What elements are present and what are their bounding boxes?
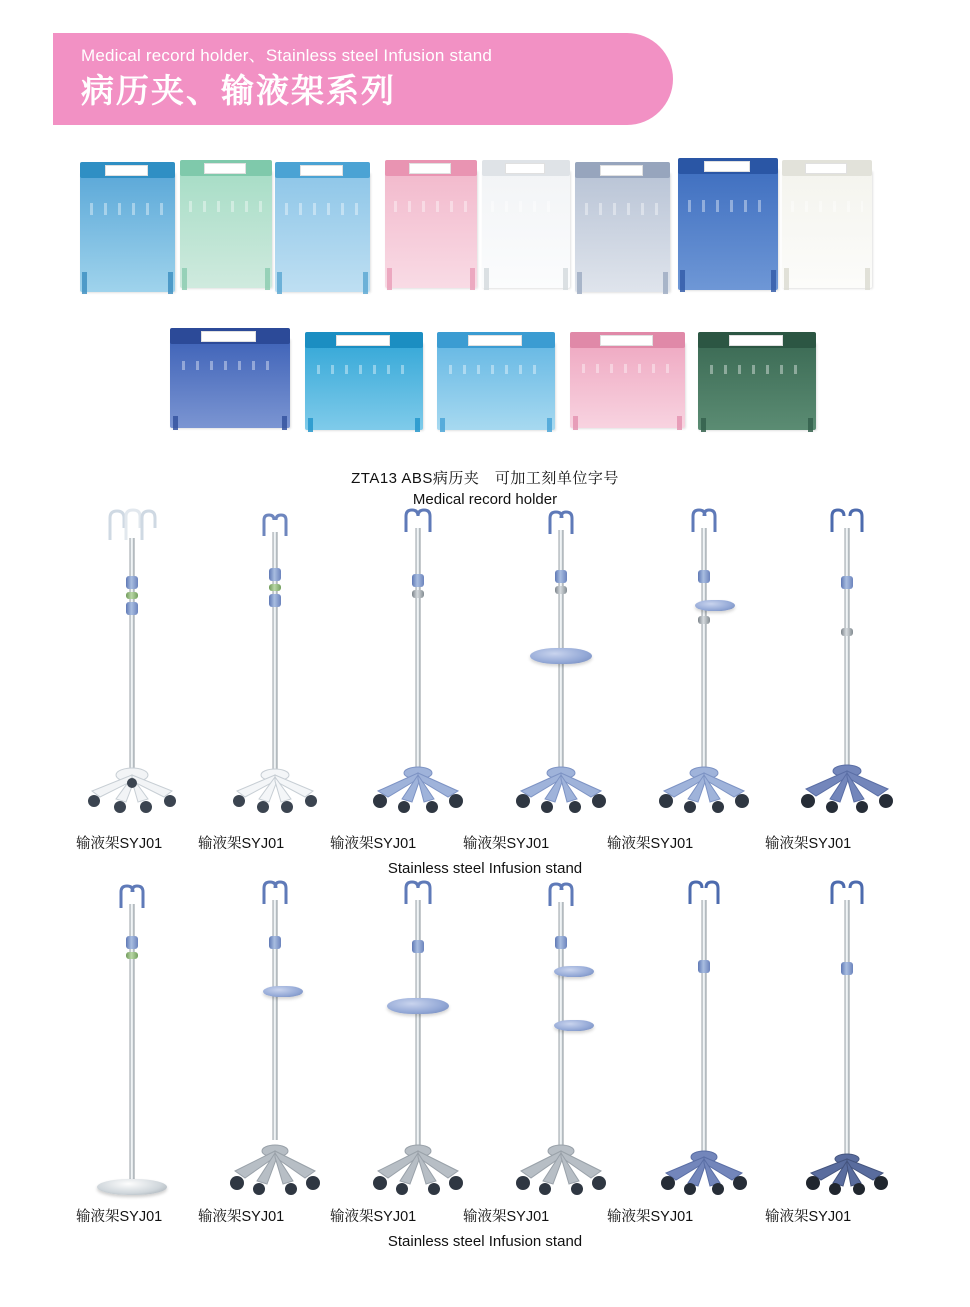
iv-stand-row-2 [60,880,920,1195]
clipboard-label [201,331,256,342]
iv-stand-label-1: 输液架SYJ01 [76,836,163,852]
iv-stand-grey-base-round-tray [346,880,489,1195]
iv-stand-4-hook-blue-base [346,508,489,813]
clipboard-white [482,160,570,288]
clipboard-label [105,165,149,176]
iv-stand-label-6: 输液架SYJ01 [765,836,852,852]
iv-base-5-leg [794,759,900,813]
iv-base-5-leg [652,761,756,813]
iv-base-5-leg [225,763,325,813]
iv-stand-dark-blue-base-tall [775,880,918,1195]
iv-stand-label-11: 输液架SYJ01 [607,1209,694,1225]
iv-side-tray [695,600,735,611]
clipboard-cyan [305,332,423,430]
infusion-stand-caption-en-2: Stainless steel Infusion stand [387,1233,583,1250]
iv-stand-grey-base-tray [203,880,346,1195]
iv-stand-label-12: 输液架SYJ01 [765,1209,852,1225]
iv-tray [387,998,449,1014]
iv-base-disc [97,1179,167,1195]
clipboard-dark-green [698,332,816,430]
clipboard-blue-gradient [80,162,175,292]
iv-stand-grey-base-side-tray [489,880,632,1195]
record-holder-caption-en: Medical record holder [412,491,558,508]
iv-stand-label-10: 输液架SYJ01 [463,1209,550,1225]
clipboard-label [505,163,545,174]
clipboard-label [805,163,846,174]
iv-side-tray [263,986,303,997]
iv-base-5-leg [366,1139,470,1195]
page-header-banner [53,33,673,125]
clipboard-label [729,335,783,346]
clipboard-row-bottom [165,328,835,446]
iv-stand-label-8: 输液架SYJ01 [198,1209,285,1225]
clipboard-label [468,335,522,346]
iv-stand-blue-base-tall [632,880,775,1195]
clipboard-label [336,335,390,346]
clipboard-label [204,163,246,174]
clipboard-light-blue [437,332,555,430]
iv-stand-4-hook-white-base [60,508,203,813]
iv-base-5-leg [652,1147,756,1195]
clipboard-mint-green [180,160,272,288]
banner-english-title: Medical record holder、Stainless steel Infusion stand [81,46,493,65]
banner-chinese-title: 病历夹、输液架系列 [81,72,396,109]
iv-side-tray-lower [554,1020,594,1031]
clipboard-sky-blue [275,162,370,292]
infusion-stand-caption-en-1: Stainless steel Infusion stand [387,860,583,877]
iv-stand-label-7: 输液架SYJ01 [76,1209,163,1225]
iv-stand-disc-base [60,880,203,1195]
iv-base-5-leg [223,1139,327,1195]
clipboard-royal-blue [678,158,778,290]
iv-stand-4-hook-dark-blue-base [775,508,918,813]
iv-stand-label-9: 输液架SYJ01 [330,1209,417,1225]
iv-base-5-leg [509,761,613,813]
iv-base-5-leg [366,761,470,813]
iv-base-5-leg [509,1139,613,1195]
clipboard-rose-pink [570,332,685,428]
record-holder-model-line: ZTA13 ABS病历夹 可加工刻单位字号 [351,470,619,487]
iv-base-5-leg [797,1151,897,1195]
iv-hook-icon [102,508,162,542]
clipboard-pink [385,160,477,288]
iv-stand-label-5: 输液架SYJ01 [607,836,694,852]
iv-tray [530,648,592,664]
iv-stand-label-4: 输液架SYJ01 [463,836,550,852]
clipboard-label [409,163,451,174]
clipboard-label [600,165,644,176]
clipboard-label [704,161,750,172]
clipboard-row-top [70,150,910,298]
clipboard-label [600,335,653,346]
clipboard-deep-blue [170,328,290,428]
iv-stand-label-2: 输液架SYJ01 [198,836,285,852]
iv-stand-tray-blue-base [489,508,632,813]
clipboard-ivory [782,160,872,288]
iv-side-tray-upper [554,966,594,977]
iv-base-5-leg [80,761,184,813]
iv-stand-4-hook-white-base-b [203,508,346,813]
iv-stand-row-1 [60,508,920,813]
clipboard-label [300,165,344,176]
iv-stand-label-3: 输液架SYJ01 [330,836,417,852]
iv-stand-small-tray-blue-base [632,508,775,813]
clipboard-grey-blue [575,162,670,292]
